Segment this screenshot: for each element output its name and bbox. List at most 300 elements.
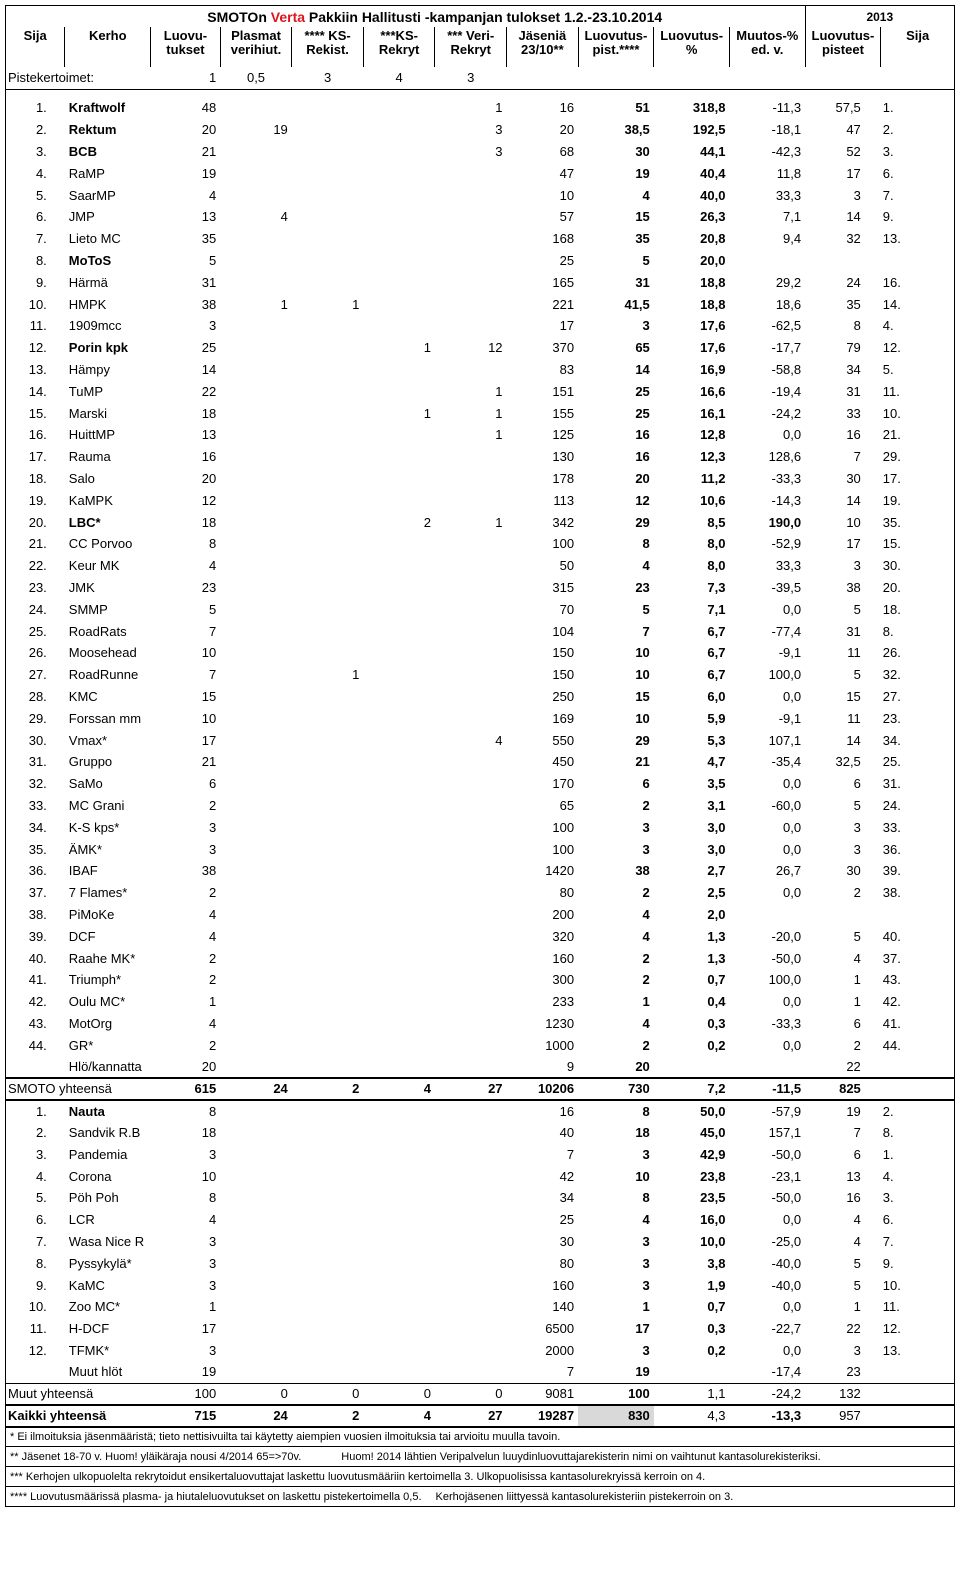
jas-cell: 65 [559,797,575,813]
jas-cell: 140 [552,1299,575,1315]
pisteet-cell: 30 [846,471,861,487]
plasma-cell [220,1252,292,1274]
rank-cell: 16. [6,424,65,446]
sija-cell: 35. [881,511,955,533]
jas-cell: 160 [552,1277,575,1293]
muutos-cell: 100,0 [768,972,802,988]
luov-cell: 8 [208,536,217,552]
luov-cell: 3 [208,1255,217,1271]
club-name: Nauta [68,1103,105,1119]
muutos-cell: 0,0 [783,1342,802,1358]
plasma-cell [220,686,292,708]
sija-cell [881,250,955,272]
pisteet-cell: 33 [846,405,861,421]
club-name: KaMC [68,1277,105,1293]
table-row [6,533,955,555]
muutos-cell: 157,1 [768,1124,802,1140]
plasma-cell [220,228,292,250]
plasma-cell [220,795,292,817]
luov-cell: 15 [201,689,217,704]
multiplier-value: 3 [435,67,507,89]
table-row [6,1013,955,1035]
verirekr-cell [435,882,507,904]
pct-cell: 16,0 [700,1212,726,1228]
muutos-cell: 0,0 [783,776,802,792]
pct-cell: 10,6 [700,492,726,508]
luov-cell: 20 [201,122,217,138]
pct-cell: 318,8 [692,100,726,116]
verirekr-cell [435,250,507,272]
rank-cell: 20. [6,511,65,533]
pct-cell: 0,7 [707,1299,726,1315]
table-row [6,141,955,163]
pct-cell: 3,1 [707,797,726,813]
pist-cell: 38,5 [624,122,650,138]
muutos-cell: 0,0 [783,885,802,901]
plasma-cell [220,380,292,402]
jas-cell: 160 [552,950,575,966]
pist-cell: 4 [642,558,650,574]
luov-cell: 23 [201,580,217,596]
jas-cell: 50 [559,558,575,574]
ksrek-cell [292,97,364,119]
rank-cell: 17. [6,446,65,468]
pist-cell: 23 [635,580,650,596]
jas-cell: 370 [552,340,575,356]
ksrek-cell [292,271,364,293]
pct-cell: 1,3 [707,950,726,966]
muutos-cell: -9,1 [778,645,802,661]
rank-cell [6,1361,65,1383]
pisteet-cell: 57,5 [835,100,861,116]
ksrek-cell [292,773,364,795]
jas-cell: 233 [552,994,575,1010]
pct-cell: 3,0 [707,819,726,835]
plasma-cell [220,315,292,337]
pist-cell: 10 [635,710,650,726]
club-name: DCF [68,928,96,944]
rank-cell: 11. [6,1318,65,1340]
pisteet-cell: 5 [853,797,861,813]
ksrek-cell [292,795,364,817]
rank-cell: 15. [6,402,65,424]
club-name: BCB [68,144,97,160]
jas-cell: 1420 [545,863,575,879]
pist-cell: 10 [635,1168,650,1184]
plasma-cell [220,1143,292,1165]
footnote: **** Luovutusmäärissä plasma- ja hiutaleluovutukset on laskettu pistekertoimella 0,5. Kerhojäsenen liittyessä kantasolurekisteriin pistekerroin on 3. [6,1487,955,1507]
sija-cell: 9. [881,1252,955,1274]
plasma-cell [220,141,292,163]
year-label: 2013 [805,6,954,28]
jas-cell: 7 [566,1146,575,1162]
table-row [6,1100,955,1122]
rank-cell: 10. [6,1296,65,1318]
results-table [5,5,955,1507]
ksrekr-cell [363,1296,435,1318]
pisteet-cell: 5 [853,1277,861,1293]
luov-cell: 17 [201,732,217,748]
jas-cell: 68 [559,144,575,160]
table-row [6,751,955,773]
pist-cell: 12 [635,492,650,508]
verirekr-cell [435,860,507,882]
muutos-cell: -52,9 [771,536,802,552]
muutos-cell: -42,3 [771,144,802,160]
highlighted-total-points: 830 [578,1405,654,1427]
luov-cell: 48 [201,100,217,116]
plasma-cell [220,707,292,729]
pisteet-cell: 3 [853,187,861,203]
jas-cell: 100 [552,841,575,857]
pist-cell: 18 [635,1124,650,1140]
ksrek-cell [292,620,364,642]
table-row [6,773,955,795]
luov-cell: 31 [201,274,217,290]
club-name: HuittMP [68,427,116,443]
header-kerho: Kerho [65,27,151,67]
ksrekr-cell [363,729,435,751]
verirekr-cell [435,664,507,686]
luov-cell: 19 [201,165,217,181]
pist-cell: 3 [642,1277,650,1293]
verirekr-cell [435,969,507,991]
sija-cell: 44. [881,1034,955,1056]
pist-cell: 1 [642,994,650,1010]
ksrek-cell [292,1296,364,1318]
ksrek-cell [292,555,364,577]
plasma-cell [220,838,292,860]
sija-cell: 25. [881,751,955,773]
header-sija2: Sija [881,27,955,67]
jas-cell: 100 [552,536,575,552]
ksrekr-cell [363,1318,435,1340]
jas-cell: 300 [552,972,575,988]
club-name: Marski [68,405,108,421]
pist-cell: 3 [642,318,650,334]
pct-cell: 0,3 [707,1015,726,1031]
muut-club-rows [6,1100,955,1383]
sija-cell: 10. [881,402,955,424]
ksrekr-cell [363,380,435,402]
ksrekr-cell [363,620,435,642]
pct-cell: 17,6 [700,340,726,356]
table-row [6,664,955,686]
ksrekr-cell [363,555,435,577]
pist-cell: 17 [635,1321,650,1337]
ksrekr-cell [363,119,435,141]
ksrek-cell [292,1231,364,1253]
ksrekr-cell [363,773,435,795]
sija-cell: 12. [881,1318,955,1340]
verirekr-cell [435,184,507,206]
club-name: Salo [68,471,95,487]
luov-cell: 13 [201,209,217,225]
sija-cell: 17. [881,468,955,490]
muutos-cell: -17,7 [771,340,802,356]
muutos-cell: 7,1 [783,209,802,225]
pist-cell: 10 [635,645,650,661]
sija-cell: 11. [881,1296,955,1318]
club-name: Pöh Poh [68,1190,119,1206]
plasma-cell [220,773,292,795]
luov-cell: 4 [208,906,217,922]
pct-cell: 12,8 [700,427,726,443]
jas-cell: 42 [559,1168,575,1184]
muutos-cell: -40,0 [771,1255,802,1271]
rank-cell: 21. [6,533,65,555]
rank-cell: 31. [6,751,65,773]
jas-cell: 9 [566,1059,575,1075]
pisteet-cell: 14 [846,492,861,508]
ksrek-cell [292,598,364,620]
jas-cell: 221 [552,296,575,312]
plasma-cell [220,664,292,686]
muutos-cell: -39,5 [771,580,802,596]
ksrekr-cell: 1 [423,405,431,421]
ksrekr-cell [363,1361,435,1383]
pisteet-cell: 6 [853,1146,861,1162]
ksrek-cell [292,925,364,947]
verirekr-cell: 4 [495,732,503,748]
pisteet-cell: 38 [846,580,861,596]
rank-cell: 8. [6,250,65,272]
sija-cell: 8. [881,1122,955,1144]
smoto-club-rows [6,97,955,1078]
pisteet-cell: 30 [846,863,861,879]
table-row [6,969,955,991]
ksrekr-cell: 1 [423,340,431,356]
ksrek-cell [292,1361,364,1383]
club-name: Porin kpk [68,340,129,356]
club-name: Lieto MC [68,231,121,247]
muutos-cell: -33,3 [771,471,802,487]
plasma-cell [220,925,292,947]
ksrek-cell [292,729,364,751]
club-name: RoadRunne [68,667,139,683]
table-row [6,97,955,119]
pist-cell: 2 [642,797,650,813]
plasma-cell [220,533,292,555]
rank-cell: 43. [6,1013,65,1035]
ksrek-cell [292,707,364,729]
ksrekr-cell [363,577,435,599]
pisteet-cell: 1 [853,994,861,1010]
rank-cell: 35. [6,838,65,860]
ksrekr-cell [363,271,435,293]
verirekr-cell [435,1318,507,1340]
plasma-cell [220,751,292,773]
pct-cell: 6,7 [707,667,726,683]
verirekr-cell [435,1034,507,1056]
muutos-cell: 0,0 [783,841,802,857]
verirekr-cell: 1 [495,427,503,443]
luov-cell: 3 [208,1277,217,1293]
pisteet-cell: 11 [847,710,861,726]
table-row [6,707,955,729]
club-name: TFMK* [68,1342,110,1358]
ksrekr-cell [363,489,435,511]
verirekr-cell [435,1274,507,1296]
verirekr-cell [435,489,507,511]
header-luov-pct: Luovutus- % [654,27,730,67]
verirekr-cell: 1 [495,100,503,116]
jas-cell: 113 [553,492,575,508]
ksrek-cell [292,947,364,969]
ksrekr-cell [363,206,435,228]
luov-cell: 14 [201,362,217,378]
plasma-cell [220,991,292,1013]
pist-cell: 3 [642,1233,650,1249]
club-name: Pandemia [68,1146,128,1162]
plasma-cell [220,424,292,446]
muutos-cell: -22,7 [771,1321,802,1337]
table-row [6,184,955,206]
jas-cell: 168 [552,231,575,247]
club-name: LCR [68,1212,95,1228]
verirekr-cell [435,642,507,664]
pct-cell: 8,0 [707,558,726,574]
ksrek-cell [292,250,364,272]
pisteet-cell: 52 [846,144,861,160]
pct-cell: 50,0 [700,1103,726,1119]
ksrekr-cell [363,860,435,882]
luov-cell: 12 [201,492,217,508]
table-row [6,1318,955,1340]
muutos-cell: -50,0 [771,1146,802,1162]
ksrekr-cell [363,315,435,337]
muutos-cell: -20,0 [771,928,802,944]
pisteet-cell: 16 [846,427,861,443]
ksrek-cell [292,511,364,533]
pct-cell: 0,4 [707,994,726,1010]
ksrekr-cell [363,250,435,272]
pct-cell: 3,8 [707,1255,726,1271]
pct-cell: 8,5 [707,514,726,530]
jas-cell: 342 [552,514,575,530]
club-name: Muut hlöt [68,1364,123,1380]
sija-cell: 14. [881,293,955,315]
pisteet-cell: 11 [847,645,861,661]
luov-cell: 18 [201,1124,217,1140]
plasma-cell [220,97,292,119]
muutos-cell: -19,4 [771,383,802,399]
sija-cell: 27. [881,686,955,708]
ksrekr-cell [363,1122,435,1144]
sija-cell: 33. [881,816,955,838]
jas-cell: 100 [552,819,575,835]
rank-cell: 14. [6,380,65,402]
luov-cell: 7 [208,623,217,639]
rank-cell: 4. [6,1165,65,1187]
jas-cell: 40 [559,1124,575,1140]
pct-cell: 8,0 [707,536,726,552]
pct-cell: 7,1 [707,601,726,617]
muutos-cell: -33,3 [771,1015,802,1031]
pisteet-cell: 24 [846,274,861,290]
pist-cell: 21 [635,754,650,770]
club-name: Zoo MC* [68,1299,121,1315]
verirekr-cell [435,1013,507,1035]
table-row [6,555,955,577]
rank-cell: 1. [6,97,65,119]
plasma-cell [220,947,292,969]
results-sheet [5,5,955,1507]
sija-cell: 41. [881,1013,955,1035]
table-row [6,359,955,381]
header-veri-rekryt: *** Veri- Rekryt [435,27,507,67]
rank-cell: 5. [6,1187,65,1209]
rank-cell: 2. [6,119,65,141]
pisteet-cell: 32,5 [835,754,861,770]
plasma-cell [220,969,292,991]
verirekr-cell [435,925,507,947]
pist-cell: 5 [642,601,650,617]
sija-cell: 12. [881,337,955,359]
pisteet-cell: 1 [853,1299,861,1315]
pisteet-cell: 19 [846,1103,861,1119]
ksrek-cell [292,969,364,991]
muutos-cell: -50,0 [771,1190,802,1206]
sija-cell: 38. [881,882,955,904]
ksrek-cell [292,446,364,468]
table-row [6,904,955,926]
muutos-cell: -35,4 [771,754,802,770]
rank-cell: 8. [6,1252,65,1274]
plasma-cell [220,1209,292,1231]
club-name: Triumph* [68,972,122,988]
pisteet-cell: 7 [853,449,861,465]
verirekr-cell: 1 [495,405,503,421]
pisteet-cell: 31 [846,623,861,639]
multiplier-row [6,67,955,89]
jas-cell: 200 [552,906,575,922]
plasma-cell [220,1231,292,1253]
rank-cell: 3. [6,1143,65,1165]
pist-cell: 10 [635,667,650,683]
ksrek-cell [292,686,364,708]
page-title: SMOTOn Verta Pakkiin Hallitusti -kampanjan tulokset 1.2.-23.10.2014 [65,6,805,28]
pisteet-cell [805,250,881,272]
rank-cell: 5. [6,184,65,206]
luov-cell: 2 [208,1037,217,1053]
luov-cell: 2 [208,950,217,966]
pct-cell: 0,2 [707,1342,726,1358]
club-name: Moosehead [68,645,137,661]
table-row [6,882,955,904]
pisteet-cell [805,904,881,926]
muutos-cell [729,250,805,272]
table-row [6,206,955,228]
verirekr-cell [435,1187,507,1209]
club-name: PiMoKe [68,906,115,922]
rank-cell: 38. [6,904,65,926]
verirekr-cell [435,1209,507,1231]
pct-cell: 1,9 [707,1277,726,1293]
ksrek-cell [292,1013,364,1035]
pist-cell: 30 [635,144,650,160]
pisteet-cell: 2 [853,1037,861,1053]
ksrek-cell [292,1122,364,1144]
pisteet-cell: 22 [846,1059,861,1075]
muutos-cell: 33,3 [775,187,802,203]
plasma-cell [220,1318,292,1340]
ksrek-cell [292,751,364,773]
club-name: SaMo [68,776,103,792]
luov-cell: 5 [208,601,217,617]
ksrek-cell [292,1252,364,1274]
plasma-cell [220,1296,292,1318]
